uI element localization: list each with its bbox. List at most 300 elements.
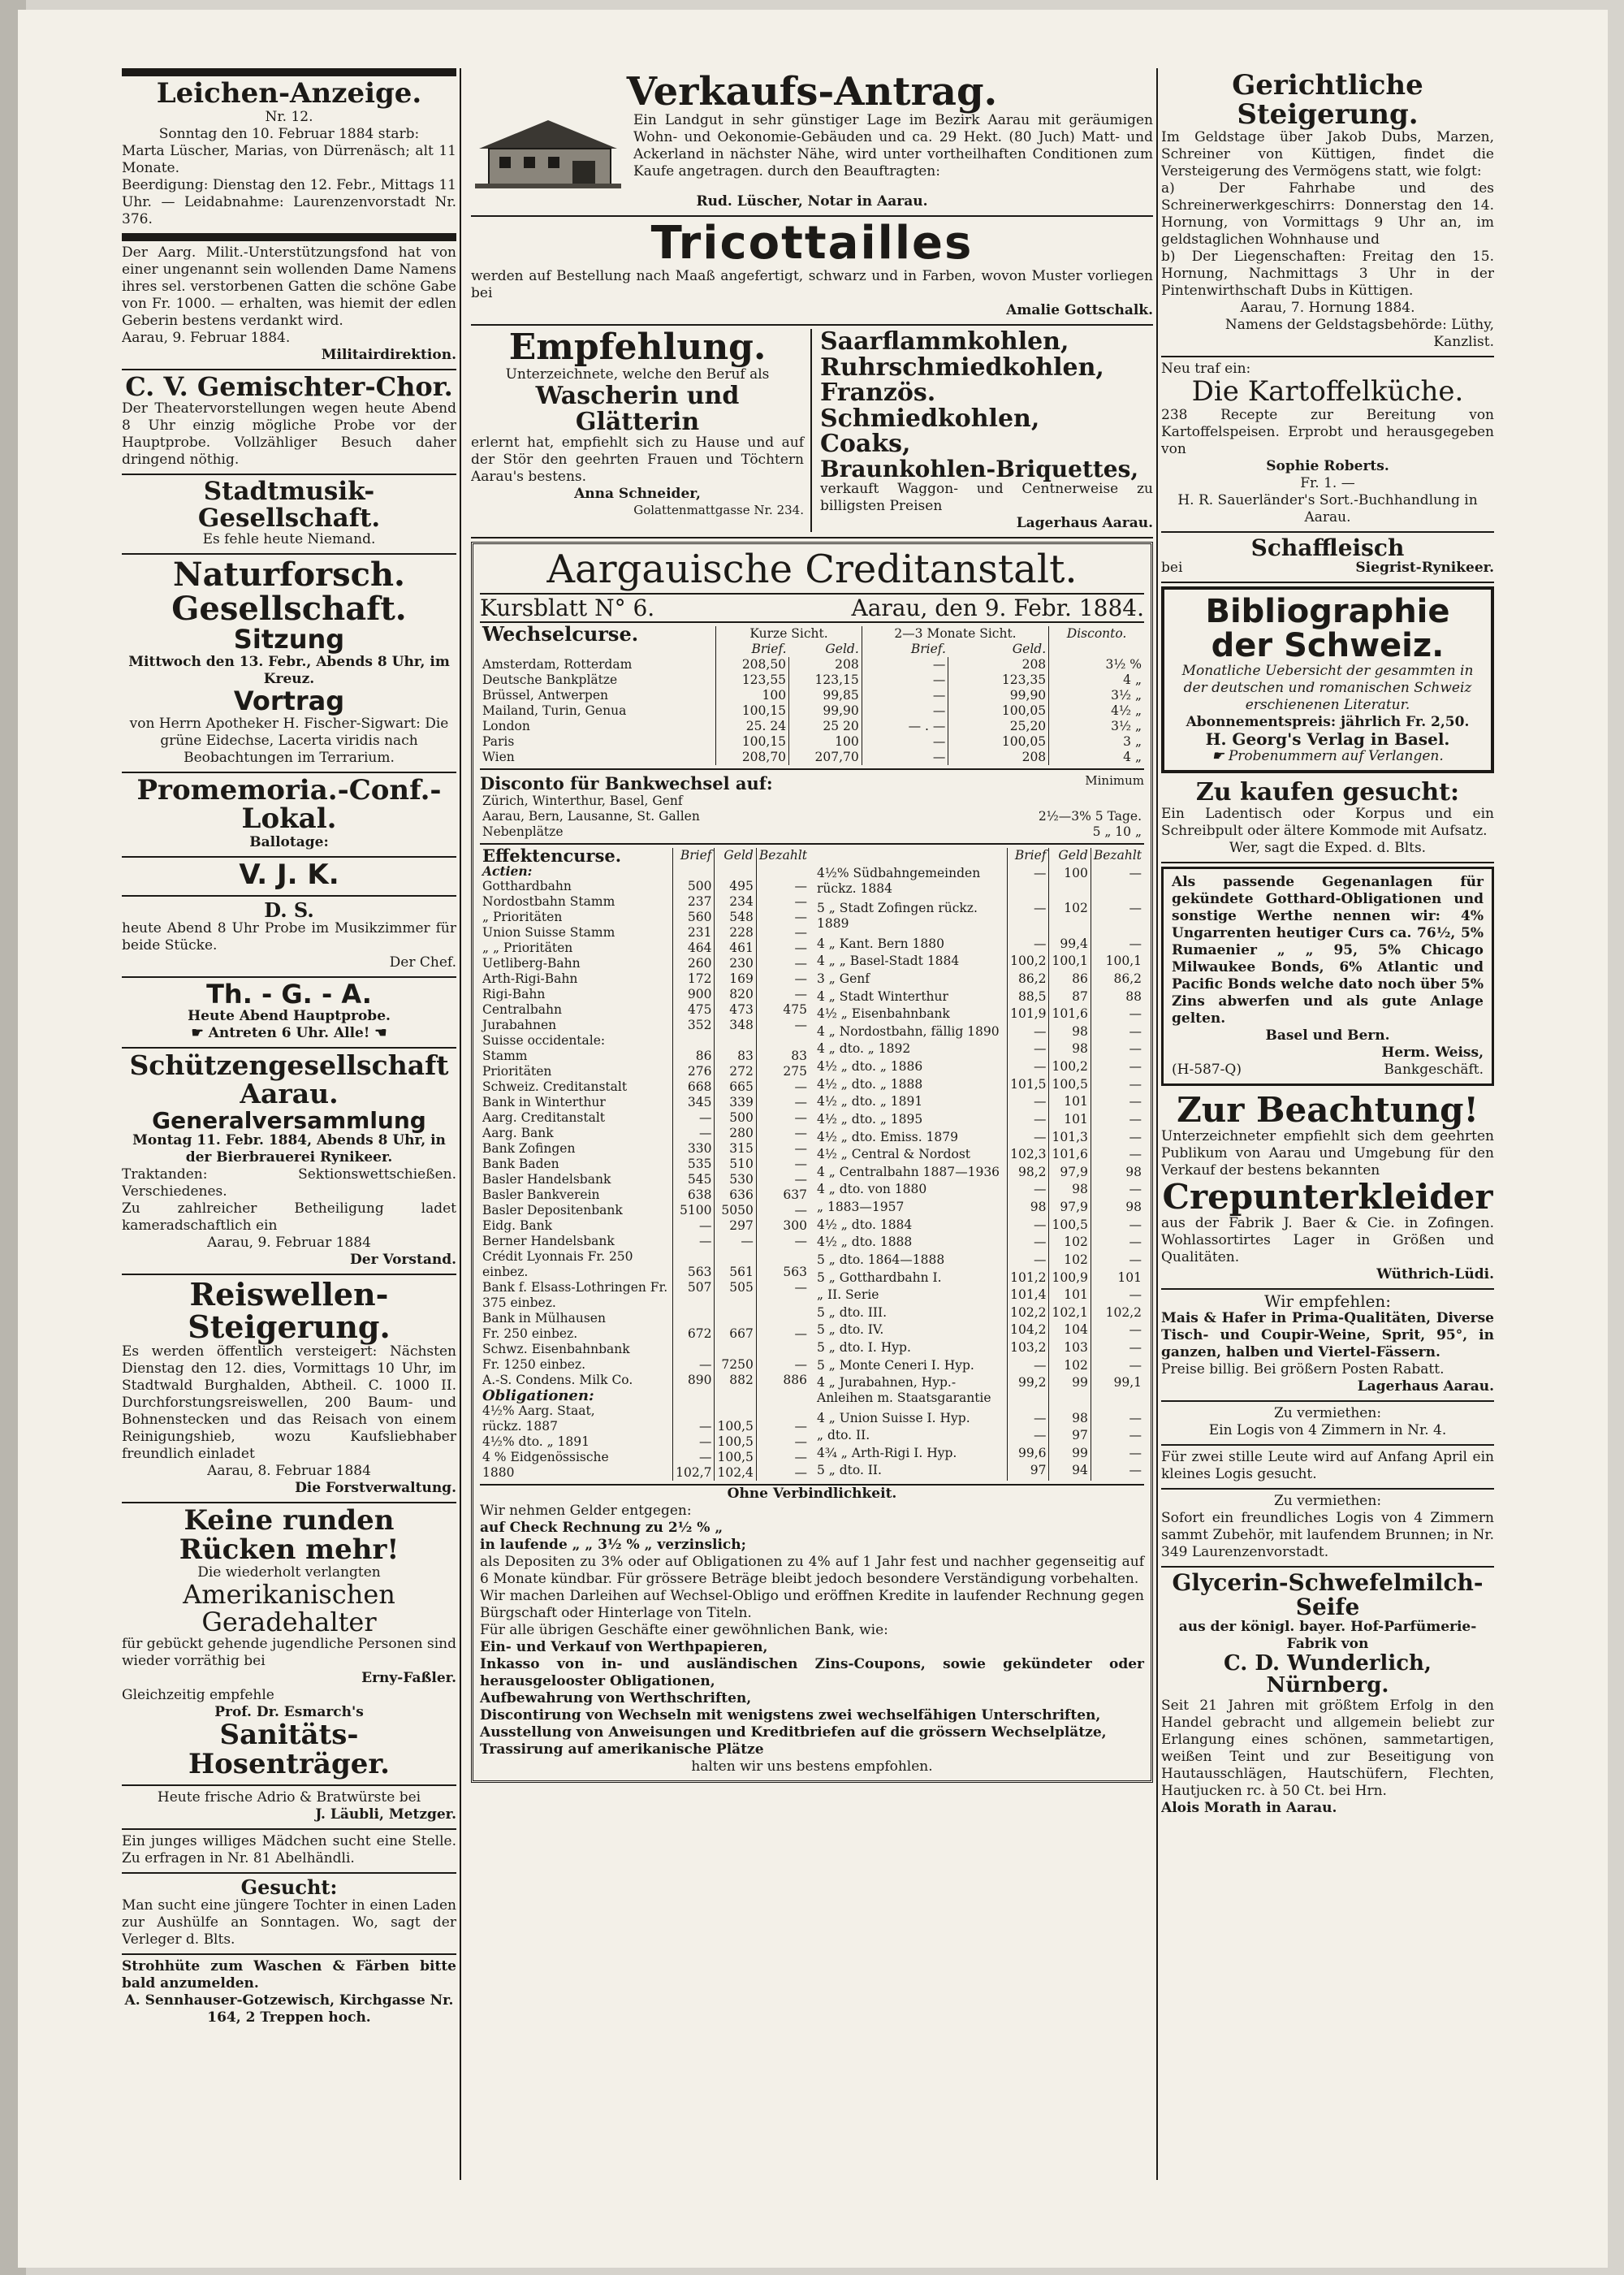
effekten-right-cell: —: [1091, 866, 1144, 901]
lagerhaus-sign: Lagerhaus Aarau.: [1357, 1378, 1494, 1395]
effekten-left-cell: —: [756, 894, 810, 910]
eff-geld-header-r: Geld: [1049, 848, 1091, 866]
naturforsch-notice: [122, 555, 456, 772]
obligationen-cell: —: [756, 1419, 810, 1434]
wechsel-cell: 4 „: [1049, 673, 1144, 688]
logis2-text: Für zwei stille Leute wird auf Anfang April ein kleines Logis gesucht.: [1161, 1449, 1494, 1483]
wechsel-cell: 208: [948, 657, 1049, 673]
disc-cell: Nebenplätze: [482, 824, 564, 840]
effekten-right-cell: 102: [1049, 1235, 1091, 1252]
biblio-verlag: H. Georg's Verlag in Basel.: [1205, 729, 1450, 750]
top-rule: [122, 68, 456, 76]
effekten-left-cell: 545: [673, 1172, 715, 1187]
effekten-left-row: [480, 1172, 810, 1187]
effekten-left-cell: Uetliberg-Bahn: [482, 956, 581, 971]
ruecken-title: Keine runden Rücken mehr!: [179, 1503, 400, 1566]
effekten-right-cell: 5 „ dto. 1864—1888: [817, 1252, 945, 1267]
seife-text: Seit 21 Jahren mit größtem Erfolg in den Handel gebracht und allgemein beliebt zur Erlangung eines schönen, sammetartigen, weißen Teint und zur Beseitigung von Hautausschlägen, Hautschüfern, Flechten, Hautjucken rc. à 50 Ct. bei Hrn.: [1161, 1697, 1494, 1799]
effekten-right-cell: 98: [1049, 1182, 1091, 1200]
brief-header: Brief.: [716, 642, 789, 657]
effekten-right-cell: 101,4: [1008, 1287, 1049, 1305]
ruecken-sign: Erny-Faßler.: [361, 1670, 456, 1687]
left-column: [122, 68, 456, 2212]
effekten-right-cell: „ II. Serie: [817, 1287, 879, 1303]
effekten-left-cell: —: [756, 956, 810, 971]
effekten-right-cell: —: [1008, 1428, 1049, 1446]
logis1-title: Zu vermiethen:: [1273, 1405, 1382, 1422]
effekten-left-cell: Eidg. Bank: [482, 1218, 552, 1234]
effekten-left-row: [480, 879, 810, 894]
kursblatt-number: Kursblatt N° 6.: [480, 595, 655, 622]
empfehlung-sign: Anna Schneider,: [574, 486, 701, 503]
disc-row: [480, 824, 1144, 840]
wechsel-row: [480, 734, 1144, 750]
effekten-left-cell: Basler Bankverein: [482, 1187, 600, 1203]
effekten-right-cell: 4½ „ dto. 1884: [817, 1217, 913, 1232]
effekten-left-cell: 886: [756, 1373, 810, 1388]
gotthard-footer: [1172, 1062, 1484, 1079]
obligationen-row: [480, 1450, 810, 1465]
effekten-right-cell: 99: [1049, 1446, 1091, 1464]
effekten-left-cell: Bank Zofingen: [482, 1141, 576, 1157]
lagerhaus-title: Wir empfehlen:: [1263, 1291, 1392, 1312]
effekten-left-cell: 495: [715, 879, 756, 894]
brief-header-2: Brief.: [862, 642, 948, 657]
effekten-right-cell: 103: [1049, 1340, 1091, 1358]
effekten-left-cell: Bank in Mülhausen: [482, 1311, 606, 1326]
effekten-left-row: [480, 1064, 810, 1079]
column-divider-right: [1156, 68, 1158, 2180]
kohlen-item-4: Coaks,: [820, 430, 911, 459]
effekten-left-cell: Bank f. Elsass-Lothringen Fr. 375 einbez.: [482, 1280, 668, 1311]
seife-line1: aus der königl. bayer. Hof-Parfümerie-Fabrik von: [1178, 1618, 1477, 1652]
empfehlung-line1: Unterzeichnete, welche den Beruf als: [505, 366, 770, 383]
gotthard-city: Basel und Bern.: [1265, 1027, 1390, 1044]
effekten-left-cell: 260: [673, 956, 715, 971]
effekten-left-cell: 297: [715, 1218, 756, 1234]
effekten-right-cell: 97,9: [1049, 1200, 1091, 1218]
effekten-left-cell: [756, 1342, 810, 1357]
gotthard-sub: Bankgeschäft.: [1384, 1061, 1484, 1078]
effekten-right-row: [814, 1270, 1144, 1288]
effekten-right-cell: —: [1091, 1024, 1144, 1042]
logis3-text: Sofort ein freundliches Logis von 4 Zimmern sammt Zubehör, mit laufendem Brunnen; in Nr. 349 Laurenzenvorstadt.: [1161, 1510, 1494, 1561]
ohne-verbindlichkeit: Ohne Verbindlichkeit.: [480, 1484, 1144, 1503]
effekten-right-cell: 100,1: [1091, 954, 1144, 971]
gesucht-ad: [122, 1874, 456, 1955]
ruecken-line1: Die wiederholt verlangten: [197, 1564, 381, 1581]
effekten-right-cell: 99: [1049, 1375, 1091, 1410]
farmhouse-illustration: [471, 112, 625, 193]
effekten-left-cell: 882: [715, 1373, 756, 1388]
geld-line11: Ausstellung von Anweisungen und Kreditbriefen auf die grössern Wechselplätze,: [480, 1724, 1107, 1741]
effekten-left-cell: Centralbahn: [482, 1002, 562, 1018]
effekten-left-cell: 315: [715, 1141, 756, 1157]
schaffleisch-sign: Siegrist-Rynikeer.: [1355, 560, 1494, 577]
vjk-notice: [122, 858, 456, 897]
promemoria-sub: Ballotage:: [249, 833, 329, 850]
effekten-right-cell: 86,2: [1091, 971, 1144, 989]
pointing-hand-icon: ☚: [369, 1025, 387, 1042]
disc-cell: [926, 794, 1144, 809]
credit-title: Aargauische Creditanstalt.: [546, 547, 1078, 593]
effekten-right-cell: —: [1008, 1041, 1049, 1059]
effekten-right-table: [814, 848, 1144, 1481]
effekten-section: [480, 848, 1144, 1481]
effekten-left-cell: 668: [673, 1079, 715, 1095]
effekten-right-cell: —: [1091, 1077, 1144, 1095]
effekten-left-cell: Nordostbahn Stamm: [482, 894, 615, 910]
kartoffel-title: Die Kartoffelküche.: [1191, 375, 1464, 409]
kohlen-text: verkauft Waggon- und Centnerweise zu billigsten Preisen: [820, 481, 1153, 515]
effekten-left-cell: —: [756, 1172, 810, 1187]
effekten-left-cell: 637: [756, 1187, 810, 1203]
effekten-right-cell: 4½ „ dto. 1888: [817, 1235, 913, 1250]
effekten-left-cell: —: [756, 971, 810, 987]
effekten-right-cell: 101,9: [1008, 1006, 1049, 1024]
effekten-right-row: [814, 954, 1144, 971]
effekten-left-cell: A.-S. Condens. Milk Co.: [482, 1373, 633, 1388]
empfehlung-line3: erlernt hat, empfiehlt sich zu Hause und auf der Stör den geehrten Frauen und Töchtern Aarau's bestens.: [471, 435, 804, 486]
lagerhaus-text2: Preise billig. Bei größern Posten Rabatt.: [1161, 1361, 1445, 1378]
effekten-right-cell: —: [1091, 1428, 1144, 1446]
geld-header-2: Geld.: [1012, 642, 1047, 657]
effekten-left-cell: 83: [715, 1049, 756, 1064]
obligationen-label: Obligationen:: [482, 1387, 594, 1405]
effekten-right-cell: 101,2: [1008, 1270, 1049, 1288]
effekten-left-row: [480, 956, 810, 971]
obligationen-cell: 4½% Aarg. Staat,: [482, 1403, 595, 1419]
effekten-right-cell: „ dto. II.: [817, 1428, 870, 1443]
milit-sign: Militairdirektion.: [321, 346, 456, 363]
biblio-title: Bibliographie der Schweiz.: [1205, 593, 1450, 665]
effekten-right-row: [814, 1041, 1144, 1059]
tricot-sign: Amalie Gottschalk.: [1006, 302, 1153, 319]
zukaufen-ad: [1161, 776, 1494, 863]
effekten-right-cell: 4 „ Nordostbahn, fällig 1890: [817, 1023, 1000, 1039]
effekten-left-row: [480, 1187, 810, 1203]
obligationen-cell: 4½% dto. „ 1891: [482, 1434, 590, 1450]
wechsel-cell: —: [862, 673, 948, 688]
effekten-right-row: [814, 1200, 1144, 1218]
wechsel-cell: —: [862, 657, 948, 673]
effekten-right-row: [814, 1287, 1144, 1305]
effekten-right-cell: —: [1091, 1094, 1144, 1112]
tga-line1: Heute Abend Hauptprobe.: [188, 1008, 391, 1025]
effekten-left-cell: „ Prioritäten: [482, 910, 563, 925]
obligationen-cell: —: [673, 1419, 715, 1434]
disc-row: [480, 809, 1144, 824]
effekten-title: Effektencurse.: [482, 846, 622, 867]
effekten-left-cell: 231: [673, 925, 715, 941]
effekten-right-cell: 86,2: [1008, 971, 1049, 989]
gesucht-title: Gesucht:: [240, 1875, 338, 1899]
gv-when: Montag 11. Febr. 1884, Abends 8 Uhr, in der Bierbrauerei Rynikeer.: [132, 1132, 446, 1166]
sitzung-when: Mittwoch den 13. Febr., Abends 8 Uhr, im Kreuz.: [128, 653, 450, 687]
effekten-right-cell: 99,1: [1091, 1375, 1144, 1410]
effekten-right-cell: 101: [1091, 1270, 1144, 1288]
effekten-right-cell: 101,6: [1049, 1147, 1091, 1165]
effekten-right-cell: —: [1008, 1094, 1049, 1112]
effekten-right-cell: 98: [1049, 1041, 1091, 1059]
kartoffel-text: 238 Recepte zur Bereitung von Kartoffelspeisen. Erprobt und herausgegeben von: [1161, 407, 1494, 458]
logis3-title: Zu vermiethen:: [1273, 1493, 1382, 1510]
effekten-right-cell: 4½ „ dto. „ 1891: [817, 1094, 923, 1109]
effekten-left-cell: 169: [715, 971, 756, 987]
wechsel-cell: Deutsche Bankplätze: [482, 673, 618, 688]
gv-traktanden: Traktanden: Sektionswettschießen. Verschiedenes.: [122, 1166, 456, 1200]
effekten-right-row: [814, 1305, 1144, 1323]
obligationen-cell: —: [756, 1450, 810, 1465]
wechsel-cell: 3½ „: [1049, 719, 1144, 734]
effekten-left-row: [480, 1018, 810, 1033]
effekten-left-cell: Suisse occidentale:: [482, 1033, 606, 1049]
effekten-left-cell: —: [756, 925, 810, 941]
gv-sign: Der Vorstand.: [350, 1252, 456, 1269]
effekten-right-cell: 4½ „ dto. „ 1888: [817, 1076, 923, 1092]
effekten-right-cell: 98: [1049, 1024, 1091, 1042]
effekten-left-cell: —: [673, 1357, 715, 1373]
wechsel-cell: London: [482, 719, 530, 734]
wechsel-cell: 4½ „: [1049, 703, 1144, 719]
beachtung-text: Unterzeichneter empfiehlt sich dem geehrten Publikum von Aarau und Umgebung für den Verkauf der bestens bekannten: [1161, 1128, 1494, 1179]
effekten-right-cell: 100,1: [1049, 954, 1091, 971]
effekten-left-cell: [756, 1249, 810, 1265]
obligationen-row: [480, 1419, 810, 1434]
kohlen-item-1: Saarflammkohlen,: [820, 327, 1069, 357]
beachtung-title: Zur Beachtung!: [1177, 1089, 1479, 1130]
effekten-left-cell: —: [756, 1280, 810, 1311]
gv-date: Aarau, 9. Februar 1884: [207, 1235, 371, 1252]
effekten-left-cell: 237: [673, 894, 715, 910]
effekten-right-cell: 98: [1091, 1200, 1144, 1218]
zukaufen-sign: Wer, sagt die Exped. d. Blts.: [1229, 839, 1427, 856]
effekten-left-cell: 7250: [715, 1357, 756, 1373]
biblio-abo: Abonnementspreis: jährlich Fr. 2,50.: [1186, 714, 1470, 731]
wechsel-cell: 123,55: [716, 673, 789, 688]
effekten-right-cell: —: [1091, 1182, 1144, 1200]
steigerung-title: Gerichtliche Steigerung.: [1232, 69, 1423, 131]
effekten-right-cell: 99,4: [1049, 936, 1091, 954]
wascherin-heading: Wascherin und Glätterin: [535, 382, 740, 436]
wechsel-cell: — . —: [862, 719, 948, 734]
effekten-right-cell: 104,2: [1008, 1322, 1049, 1340]
vortrag-text: von Herrn Apotheker H. Fischer-Sigwart: Die grüne Eidechse, Lacerta viridis nach Beobachtungen im Terrarium.: [129, 715, 449, 766]
effekten-left-cell: 300: [756, 1218, 810, 1234]
wechsel-cell: —: [862, 688, 948, 703]
effekten-left-cell: 461: [715, 941, 756, 956]
wechsel-cell: 208,50: [716, 657, 789, 673]
logis3-ad: [1161, 1490, 1494, 1568]
lagerhaus-ad: [1161, 1290, 1494, 1402]
obligationen-cell: 100,5: [715, 1419, 756, 1434]
effekten-left-cell: 86: [673, 1049, 715, 1064]
obligationen-cell: 102,7: [673, 1465, 715, 1481]
effekten-right-row: [814, 901, 1144, 936]
effekten-right-row: [814, 1024, 1144, 1042]
wechsel-cell: Brüssel, Antwerpen: [482, 688, 609, 703]
disc-cell: 5 „ 10 „: [1092, 824, 1142, 840]
effekten-right-cell: —: [1008, 1130, 1049, 1148]
obligationen-cell: 1880: [482, 1465, 515, 1481]
beachtung-text2: aus der Fabrik J. Baer & Cie. in Zofingen. Wohlassortirtes Lager in Größen und Qualitäten.: [1161, 1215, 1494, 1266]
effekten-right-cell: 98: [1091, 1165, 1144, 1183]
effekten-left-row: [480, 1203, 810, 1218]
wuerste-ad: [122, 1786, 456, 1830]
tricot-ad: [471, 217, 1153, 326]
effekten-right-row: [814, 1182, 1144, 1200]
seife-sign: Alois Morath in Aarau.: [1161, 1799, 1337, 1816]
effekten-right-cell: 98,2: [1008, 1165, 1049, 1183]
disc-cell: Aarau, Bern, Lausanne, St. Gallen: [482, 809, 700, 824]
wechsel-cell: 3 „: [1049, 734, 1144, 750]
effekten-left-cell: einbez.: [482, 1265, 529, 1280]
leichen-title: Leichen-Anzeige.: [156, 77, 422, 110]
milit-text: Der Aarg. Milit.-Unterstützungsfond hat von einer ungenannt sein wollenden Dame Namens ihres sel. verstorbenen Gatten die schöne Gabe von Fr. 1000. — erhalten, was hiemit der edlen Geberin bestens verdankt wird.: [122, 244, 456, 329]
obligationen-row: [480, 1434, 810, 1450]
wechsel-cell: Amsterdam, Rotterdam: [482, 657, 633, 673]
effekten-right-cell: 100,5: [1049, 1218, 1091, 1235]
ds-text: heute Abend 8 Uhr Probe im Musikzimmer für beide Stücke.: [122, 919, 456, 954]
leichen-line1: Sonntag den 10. Februar 1884 starb:: [158, 125, 420, 142]
reiswellen-sign: Die Forstverwaltung.: [295, 1479, 456, 1496]
kursblatt-header: [480, 593, 1144, 623]
eff-bezahlt-header: Bezahlt: [756, 848, 810, 863]
wechsel-cell: Paris: [482, 734, 515, 750]
kartoffel-neu: Neu traf ein:: [1161, 361, 1251, 378]
disc-title: Disconto für Bankwechsel auf:: [480, 773, 773, 794]
effekten-right-cell: „ 1883—1957: [817, 1200, 905, 1214]
wechsel-cell: 100: [789, 734, 862, 750]
effekten-right-cell: 4½% Südbahngemeinden rückz. 1884: [817, 866, 981, 897]
effekten-right-cell: 100,2: [1008, 954, 1049, 971]
stadtmusik-text: Es fehle heute Niemand.: [202, 531, 376, 548]
effekten-right-cell: —: [1091, 1252, 1144, 1270]
effekten-left-cell: Aarg. Bank: [482, 1126, 554, 1141]
disc-table: [480, 794, 1144, 840]
crepunterkleider-heading: Crepunterkleider: [1162, 1177, 1493, 1218]
effekten-right-cell: —: [1091, 936, 1144, 954]
geld-line8: Inkasso von in- und ausländischen Zins-Coupons, sowie gekündeter oder herausgelooster Obligationen,: [480, 1656, 1144, 1690]
effekten-right-cell: —: [1091, 1411, 1144, 1429]
effekten-right-cell: —: [1091, 1147, 1144, 1165]
effekten-left-cell: 5100: [673, 1203, 715, 1218]
wechsel-cell: 207,70: [789, 750, 862, 765]
effekten-right-row: [814, 1411, 1144, 1429]
logis1-text: Ein Logis von 4 Zimmern in Nr. 4.: [1208, 1422, 1447, 1439]
effekten-right-cell: —: [1008, 1059, 1049, 1077]
wechsel-cell: Wien: [482, 750, 515, 765]
generalversammlung-heading: Generalversammlung: [152, 1106, 426, 1134]
vjk-title: V. J. K.: [239, 858, 339, 891]
wechsel-cell: 208: [948, 750, 1049, 765]
effekten-left-cell: —: [756, 1141, 810, 1157]
leichen-line3: Beerdigung: Dienstag den 12. Febr., Mittags 11 Uhr. — Leidabnahme: Laurenzenvorstadt Nr. 376.: [122, 176, 456, 227]
reiswellen-notice: [122, 1275, 456, 1503]
effekten-right-row: [814, 1252, 1144, 1270]
effekten-right-row: [814, 1147, 1144, 1165]
wechsel-cell: 99,90: [789, 703, 862, 719]
beachtung-sign: Wüthrich-Lüdi.: [1376, 1266, 1494, 1283]
ruecken-line2: für gebückt gehende jugendliche Personen sind wieder vorräthig bei: [122, 1636, 456, 1670]
disc-row: [480, 794, 1144, 809]
effekten-right-cell: 99,6: [1008, 1446, 1049, 1464]
gotthard-ref: (H-587-Q): [1172, 1061, 1242, 1078]
effekten-left-cell: Schwz. Eisenbahnbank: [482, 1342, 630, 1357]
effekten-left-cell: 234: [715, 894, 756, 910]
effekten-right-cell: 5 „ Gotthardbahn I.: [817, 1269, 942, 1285]
eff-brief-header: Brief: [673, 848, 715, 863]
wechsel-cell: 3½ %: [1049, 657, 1144, 673]
effekten-left-row: [480, 1141, 810, 1157]
seife-ad: [1161, 1568, 1494, 1821]
obligationen-cell: [715, 1403, 756, 1419]
effekten-right-row: [814, 1112, 1144, 1130]
seife-title: Glycerin-Schwefelmilch-Seife: [1172, 1569, 1484, 1620]
effekten-left-cell: [673, 1249, 715, 1265]
effekten-right-cell: 101,6: [1049, 1006, 1091, 1024]
tga-notice: [122, 978, 456, 1049]
leichen-anzeige: [122, 76, 456, 235]
effekten-right-cell: 102: [1049, 1358, 1091, 1376]
effekten-left-row: [480, 971, 810, 987]
effekten-right-row: [814, 1077, 1144, 1095]
effekten-left-cell: 83: [756, 1049, 810, 1064]
effekten-left-cell: 672: [673, 1326, 715, 1342]
effekten-left-cell: Aarg. Creditanstalt: [482, 1110, 606, 1126]
effekten-right-cell: —: [1008, 1182, 1049, 1200]
kohlen-item-5: Braunkohlen-Briquettes,: [820, 455, 1139, 482]
obligationen-row: [480, 1403, 810, 1419]
effekten-left-row: [480, 1079, 810, 1095]
effekten-right-cell: 88: [1091, 989, 1144, 1007]
effekten-left-cell: 348: [715, 1018, 756, 1033]
effekten-right-cell: 103,2: [1008, 1340, 1049, 1358]
effekten-left-cell: 530: [715, 1172, 756, 1187]
effekten-left-cell: —: [756, 987, 810, 1002]
effekten-right-cell: 94: [1049, 1463, 1091, 1481]
divider: [480, 768, 1144, 770]
maedchen-text: Ein junges williges Mädchen sucht eine Stelle. Zu erfragen in Nr. 81 Abelhändli.: [122, 1832, 456, 1866]
effekten-left-cell: [715, 1311, 756, 1326]
effekten-left-cell: 563: [673, 1265, 715, 1280]
biblio-probe-line: [1173, 748, 1483, 765]
geld-header: Geld.: [825, 642, 859, 657]
effekten-right-cell: 102: [1049, 901, 1091, 936]
obligationen-cell: —: [673, 1450, 715, 1465]
effekten-left-cell: —: [756, 1018, 810, 1033]
effekten-left-cell: —: [756, 1326, 810, 1342]
empfehlung-addr: Golattenmattgasse Nr. 234.: [633, 503, 804, 518]
promemoria-title: Promemoria.-Conf.-Lokal.: [136, 773, 442, 836]
kohlen-sign: Lagerhaus Aarau.: [1016, 515, 1153, 532]
effekten-left-row: [480, 1095, 810, 1110]
effekten-right-cell: 5 „ Stadt Zofingen rückz. 1889: [817, 901, 978, 932]
disconto-header: Disconto.: [1049, 626, 1144, 657]
effekten-left-row: [480, 1280, 810, 1311]
obligationen-cell: 100,5: [715, 1450, 756, 1465]
disc-cell: Zürich, Winterthur, Basel, Genf: [482, 794, 683, 809]
effekten-right-cell: 4½ „ dto. „ 1895: [817, 1111, 923, 1127]
effekten-left-cell: Prioritäten: [482, 1064, 552, 1079]
effekten-left-cell: [673, 1311, 715, 1326]
effekten-left-cell: Bank Baden: [482, 1157, 559, 1172]
effekten-left-row: [480, 1326, 810, 1342]
geld-line9: Aufbewahrung von Werthschriften,: [480, 1690, 752, 1707]
effekten-left-cell: [715, 1342, 756, 1357]
empfehlung-kohlen-row: [471, 326, 1153, 538]
effekten-right-cell: 99,2: [1008, 1375, 1049, 1410]
